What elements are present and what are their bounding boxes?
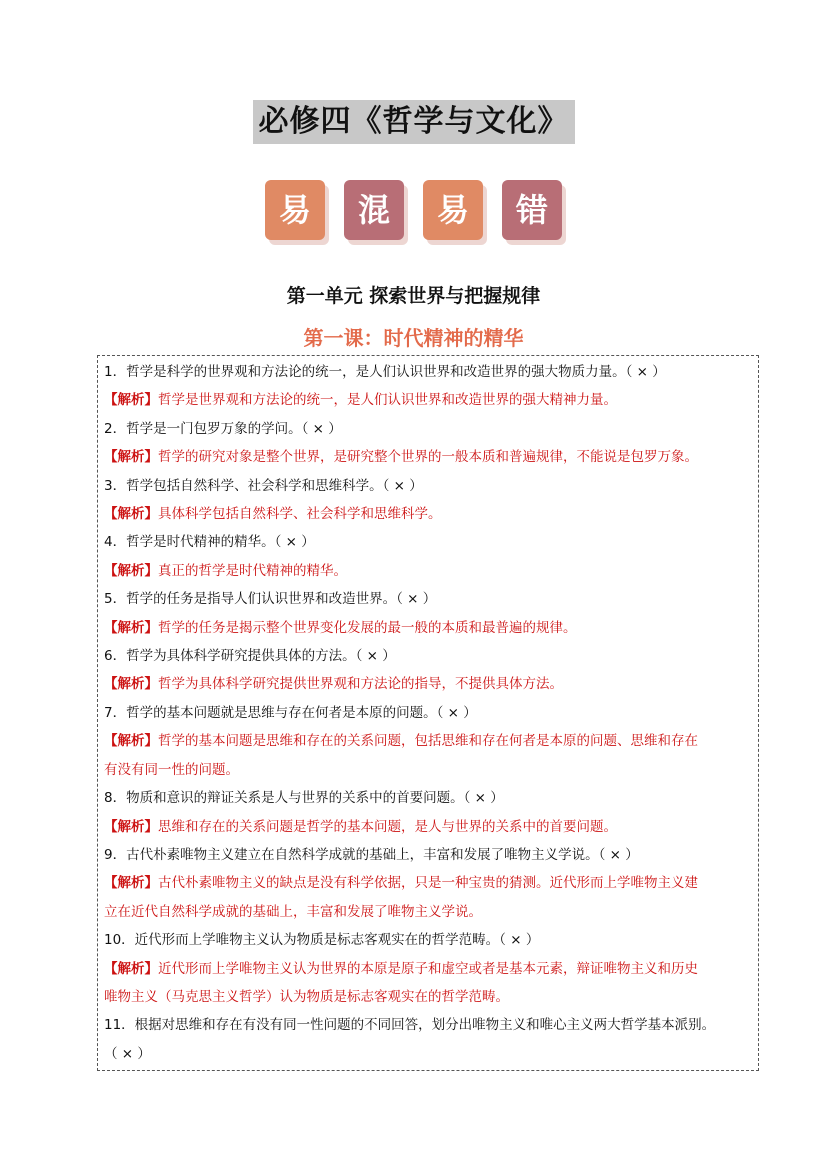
answer-7 — [104, 727, 752, 755]
answer-1 — [104, 386, 752, 414]
answer-7-cont: 有没有同一性的问题。 — [104, 761, 239, 778]
question-11: 11．根据对思维和存在有没有同一性问题的不同回答，划分出唯物主义和唯心主义两大哲学基本派别。 — [104, 1017, 716, 1034]
answer-text: 思维和存在的关系问题是哲学的基本问题，是人与世界的关系中的首要问题。 — [158, 818, 617, 835]
answer-tag: 【解析】 — [104, 449, 158, 466]
answer-tag: 【解析】 — [104, 392, 158, 409]
tile-yi-2: 易 — [423, 180, 483, 240]
question-3: 3．哲学包括自然科学、社会科学和思维科学。（ × ） — [104, 477, 423, 494]
answer-text: 近代形而上学唯物主义认为世界的本原是原子和虚空或者是基本元素，辩证唯物主义和历史 — [158, 960, 698, 977]
answer-tag: 【解析】 — [104, 562, 158, 579]
answer-5 — [104, 614, 752, 642]
unit-heading: 第一单元 探索世界与把握规律 — [286, 285, 541, 307]
answer-8 — [104, 813, 752, 841]
answer-text: 哲学为具体科学研究提供世界观和方法论的指导，不提供具体方法。 — [158, 676, 563, 693]
answer-6 — [104, 670, 752, 698]
answer-10-cont: 唯物主义（马克思主义哲学）认为物质是标志客观实在的哲学范畴。 — [104, 988, 509, 1005]
answer-tag: 【解析】 — [104, 733, 158, 750]
answer-tag: 【解析】 — [104, 960, 158, 977]
title-area — [0, 100, 827, 144]
answer-text: 哲学的研究对象是整个世界，是研究整个世界的一般本质和普遍规律，不能说是包罗万象。 — [158, 449, 698, 466]
answer-9-cont: 立在近代自然科学成就的基础上，丰富和发展了唯物主义学说。 — [104, 903, 482, 920]
page-title: 必修四《哲学与文化》 — [253, 100, 575, 144]
answer-4 — [104, 557, 752, 585]
answer-3 — [104, 500, 752, 528]
answer-text: 真正的哲学是时代精神的精华。 — [158, 562, 347, 579]
question-10: 10．近代形而上学唯物主义认为物质是标志客观实在的哲学范畴。（ × ） — [104, 932, 540, 949]
question-5: 5．哲学的任务是指导人们认识世界和改造世界。（ × ） — [104, 591, 437, 608]
answer-tag: 【解析】 — [104, 676, 158, 693]
tile-cuo: 错 — [502, 180, 562, 240]
question-4: 4．哲学是时代精神的精华。（ × ） — [104, 534, 315, 551]
question-9: 9．古代朴素唯物主义建立在自然科学成就的基础上，丰富和发展了唯物主义学说。（ × ） — [104, 846, 639, 863]
tile-hun: 混 — [344, 180, 404, 240]
answer-tag: 【解析】 — [104, 506, 158, 523]
answer-text: 哲学的任务是揭示整个世界变化发展的最一般的本质和最普遍的规律。 — [158, 619, 577, 636]
title-tiles — [265, 180, 585, 250]
question-11-mark: （ × ） — [104, 1045, 151, 1062]
question-7: 7．哲学的基本问题就是思维与存在何者是本原的问题。（ × ） — [104, 704, 477, 721]
question-box — [97, 355, 759, 1071]
answer-9 — [104, 869, 752, 897]
answer-text: 哲学的基本问题是思维和存在的关系问题，包括思维和存在何者是本原的问题、思维和存在 — [158, 733, 698, 750]
question-6: 6．哲学为具体科学研究提供具体的方法。（ × ） — [104, 648, 396, 665]
question-1: 1．哲学是科学的世界观和方法论的统一，是人们认识世界和改造世界的强大物质力量。（ × ） — [104, 364, 666, 380]
answer-tag: 【解析】 — [104, 619, 158, 636]
question-8: 8．物质和意识的辩证关系是人与世界的关系中的首要问题。（ × ） — [104, 790, 504, 807]
answer-tag: 【解析】 — [104, 875, 158, 892]
answer-text: 古代朴素唯物主义的缺点是没有科学依据，只是一种宝贵的猜测。近代形而上学唯物主义建 — [158, 875, 698, 892]
answer-text: 具体科学包括自然科学、社会科学和思维科学。 — [158, 506, 442, 523]
answer-text: 哲学是世界观和方法论的统一，是人们认识世界和改造世界的强大精神力量。 — [158, 392, 617, 409]
answer-2 — [104, 443, 752, 471]
answer-tag: 【解析】 — [104, 818, 158, 835]
tile-yi-1: 易 — [265, 180, 325, 240]
answer-10 — [104, 955, 752, 983]
question-2: 2．哲学是一门包罗万象的学问。（ × ） — [104, 420, 342, 437]
lesson-heading: 第一课：时代精神的精华 — [303, 326, 524, 350]
